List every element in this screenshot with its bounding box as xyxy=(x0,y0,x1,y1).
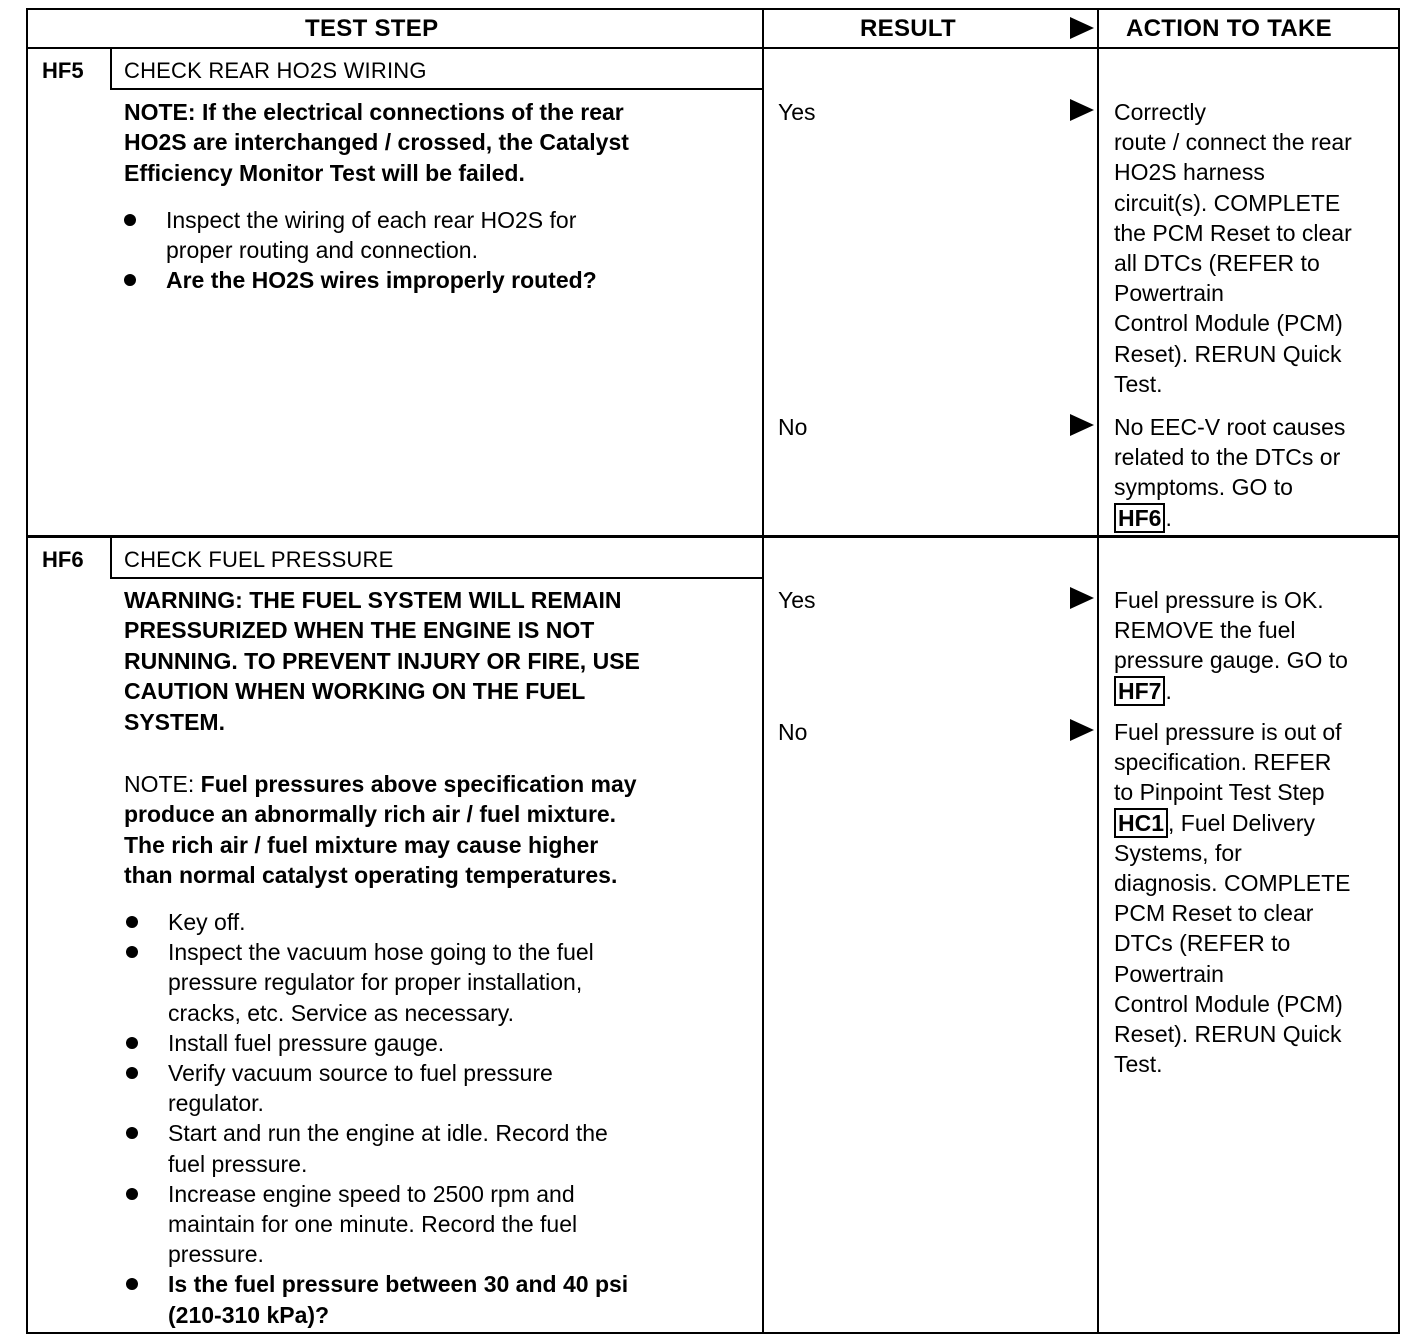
result-divider xyxy=(1097,8,1099,1334)
hf6-note: NOTE: Fuel pressures above specification may produce an abnormally rich air / fuel mixture. The rich air / fuel mixture may cause higher than normal catalyst operating temperatures. xyxy=(124,771,637,889)
hf5-no-arrow-icon xyxy=(1070,414,1094,436)
header-arrow-icon xyxy=(1070,17,1094,39)
hf5-note-label: NOTE: xyxy=(124,99,196,125)
hf6-bullet-item: Increase engine speed to 2500 rpm and maintain for one minute. Record the fuel pressure. xyxy=(126,1179,756,1270)
hf6-bullet-item: Is the fuel pressure between 30 and 40 psi (210-310 kPa)? xyxy=(126,1269,756,1329)
header-test-step: TEST STEP xyxy=(305,15,439,42)
hf5-note-line: Efficiency Monitor Test will be failed. xyxy=(124,159,525,186)
ref-hf7-link[interactable]: HF7 xyxy=(1114,676,1165,706)
header-bottom-border xyxy=(26,47,1400,49)
header-action: ACTION TO TAKE xyxy=(1126,15,1332,42)
hf6-step-title: CHECK FUEL PRESSURE xyxy=(124,547,394,572)
header-result: RESULT xyxy=(860,15,957,42)
hf6-title-underline xyxy=(110,577,763,579)
hf5-action-yes: Correctly route / connect the rear HO2S harness circuit(s). COMPLETE the PCM Reset to clear all DTCs (REFER to Powertrain Control Module (PCM) Reset). RERUN Quick Test. xyxy=(1114,99,1352,397)
bullet-icon xyxy=(126,916,138,928)
test-step-divider xyxy=(762,8,764,1334)
ref-hf6-link[interactable]: HF6 xyxy=(1114,503,1165,533)
bottom-border xyxy=(26,1332,1400,1334)
hf6-action-no: Fuel pressure is out of specification. REFER to Pinpoint Test Step HC1 , Fuel Delivery Systems, for diagnosis. COMPLETE PCM Reset to clear DTCs (REFER to Powertrain Control Module (PCM) Reset). RERUN Quick Test. xyxy=(1114,719,1351,1078)
hf6-step-id: HF6 xyxy=(42,547,84,572)
left-border xyxy=(26,8,28,1334)
top-border xyxy=(26,8,1400,10)
hf5-note-line: HO2S are interchanged / crossed, the Catalyst xyxy=(124,129,629,156)
hf6-result-no: No xyxy=(778,719,808,745)
hf6-note-label: NOTE: xyxy=(124,771,195,797)
hf6-bullet-item: Inspect the vacuum hose going to the fuel pressure regulator for proper installation, cracks, etc. Service as necessary. xyxy=(126,937,756,1028)
hf6-bullet-list xyxy=(126,907,756,1330)
hf6-bullet-item: Start and run the engine at idle. Record the fuel pressure. xyxy=(126,1118,756,1178)
hf6-bullet-item: Key off. xyxy=(126,907,756,937)
hf5-bullet-item: Are the HO2S wires improperly routed? xyxy=(124,265,754,295)
hf5-step-id: HF5 xyxy=(42,58,84,83)
bullet-icon xyxy=(126,1278,138,1290)
bullet-icon xyxy=(126,1188,138,1200)
bullet-icon xyxy=(124,274,136,286)
hf5-yes-arrow-icon xyxy=(1070,99,1094,121)
row-separator xyxy=(26,535,1400,538)
hf5-id-divider xyxy=(110,48,112,90)
hf6-warning: WARNING: THE FUEL SYSTEM WILL REMAIN PRESSURIZED WHEN THE ENGINE IS NOT RUNNING. TO PREVENT INJURY OR FIRE, USE CAUTION WHEN WORKING ON THE FUEL SYSTEM. xyxy=(124,587,640,735)
hf5-result-yes: Yes xyxy=(778,99,816,125)
ref-hc1-link[interactable]: HC1 xyxy=(1114,808,1168,838)
hf6-bullet-item: Install fuel pressure gauge. xyxy=(126,1028,756,1058)
hf6-result-yes: Yes xyxy=(778,587,816,613)
hf5-note-line: If the electrical connections of the rear xyxy=(201,99,624,125)
hf5-title-underline xyxy=(110,88,763,90)
hf5-result-no: No xyxy=(778,414,808,440)
bullet-icon xyxy=(126,1037,138,1049)
hf6-action-yes: Fuel pressure is OK. REMOVE the fuel pressure gauge. GO to HF7 . xyxy=(1114,587,1348,704)
hf6-no-arrow-icon xyxy=(1070,719,1094,741)
bullet-icon xyxy=(126,1127,138,1139)
hf6-bullet-item: Verify vacuum source to fuel pressure regulator. xyxy=(126,1058,756,1118)
hf6-id-divider xyxy=(110,537,112,579)
bullet-icon xyxy=(126,946,138,958)
hf5-note xyxy=(124,97,754,188)
hf5-step-title: CHECK REAR HO2S WIRING xyxy=(124,58,427,83)
bullet-icon xyxy=(126,1067,138,1079)
hf6-yes-arrow-icon xyxy=(1070,587,1094,609)
hf5-bullet-list xyxy=(124,205,754,296)
hf5-bullet-item: Inspect the wiring of each rear HO2S for proper routing and connection. xyxy=(124,205,754,265)
bullet-icon xyxy=(124,214,136,226)
hf5-action-no: No EEC-V root causes related to the DTCs or symptoms. GO to HF6 . xyxy=(1114,414,1346,531)
